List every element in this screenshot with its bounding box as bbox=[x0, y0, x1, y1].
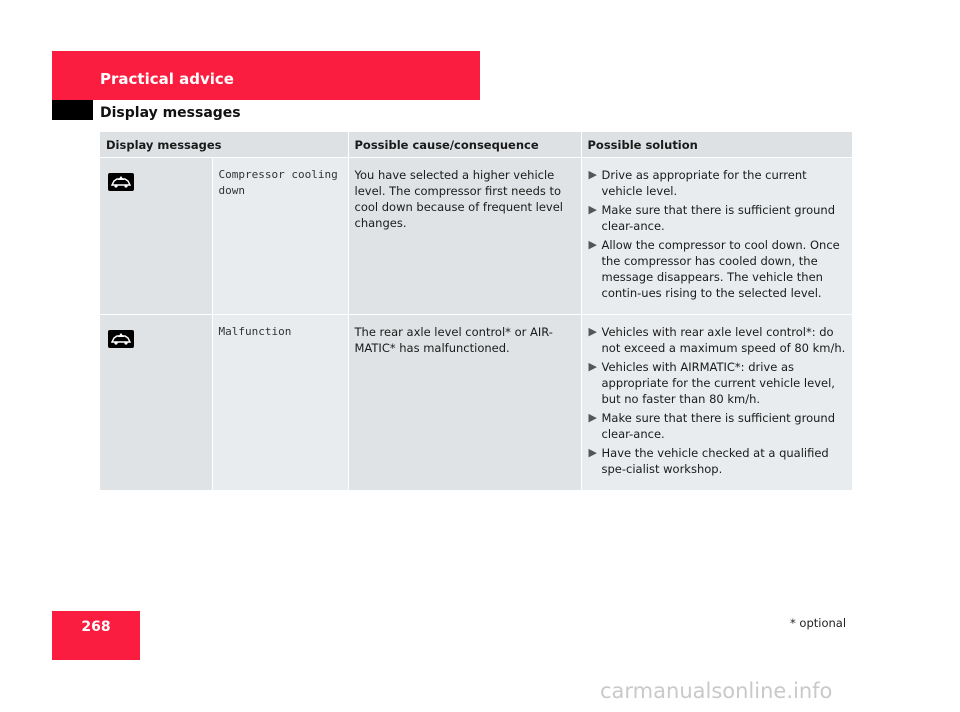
list-item: ▶ Allow the compressor to cool down. Once the compressor has cooled down, the message disappears. The vehicle then contin-ues rising to the selected level. bbox=[588, 238, 840, 300]
arrow-bullet-icon: ▶ bbox=[588, 360, 597, 373]
list-item: ▶ Make sure that there is sufficient ground clear-ance. bbox=[588, 411, 835, 441]
solution-cell bbox=[581, 158, 852, 315]
arrow-bullet-icon: ▶ bbox=[588, 446, 597, 459]
watermark: carmanualsonline.info bbox=[600, 679, 833, 703]
vehicle-level-raise-icon bbox=[108, 330, 134, 348]
table-row bbox=[100, 315, 852, 491]
icon-cell bbox=[100, 315, 212, 491]
section-title: Practical advice bbox=[100, 70, 234, 88]
vehicle-level-raise-icon bbox=[108, 173, 134, 191]
arrow-bullet-icon: ▶ bbox=[588, 238, 597, 251]
message-cell: Malfunction bbox=[212, 315, 348, 491]
arrow-bullet-icon: ▶ bbox=[588, 325, 597, 338]
icon-cell bbox=[100, 158, 212, 315]
page-number: 268 bbox=[81, 619, 111, 635]
arrow-bullet-icon: ▶ bbox=[588, 168, 597, 181]
table-header-row bbox=[100, 132, 852, 158]
solution-list bbox=[588, 167, 847, 301]
subsection-title: Display messages bbox=[100, 105, 241, 121]
list-item: ▶ Make sure that there is sufficient ground clear-ance. bbox=[588, 203, 835, 233]
black-tab-marker bbox=[52, 100, 93, 120]
column-header-solution: Possible solution bbox=[581, 132, 852, 158]
footnote: * optional bbox=[790, 616, 847, 630]
list-item: ▶ Vehicles with AIRMATIC*: drive as appropriate for the current vehicle level, but no faster than 80 km/h. bbox=[588, 360, 835, 406]
solution-list bbox=[588, 324, 847, 477]
cause-cell: You have selected a higher vehicle level. The compressor first needs to cool down because of frequent level changes. bbox=[348, 158, 581, 315]
arrow-bullet-icon: ▶ bbox=[588, 411, 597, 424]
message-cell: Compressor cooling down bbox=[212, 158, 348, 315]
list-item: ▶ Vehicles with rear axle level control*: do not exceed a maximum speed of 80 km/h. bbox=[588, 325, 846, 355]
display-messages-table bbox=[100, 132, 852, 490]
solution-cell bbox=[581, 315, 852, 491]
list-item: ▶ Have the vehicle checked at a qualified spe-cialist workshop. bbox=[588, 446, 829, 476]
cause-cell: The rear axle level control* or AIR-MATIC* has malfunctioned. bbox=[348, 315, 581, 491]
table-row bbox=[100, 158, 852, 315]
column-header-display-messages: Display messages bbox=[100, 132, 348, 158]
arrow-bullet-icon: ▶ bbox=[588, 203, 597, 216]
list-item: ▶ Drive as appropriate for the current vehicle level. bbox=[588, 168, 807, 198]
column-header-cause: Possible cause/consequence bbox=[348, 132, 581, 158]
